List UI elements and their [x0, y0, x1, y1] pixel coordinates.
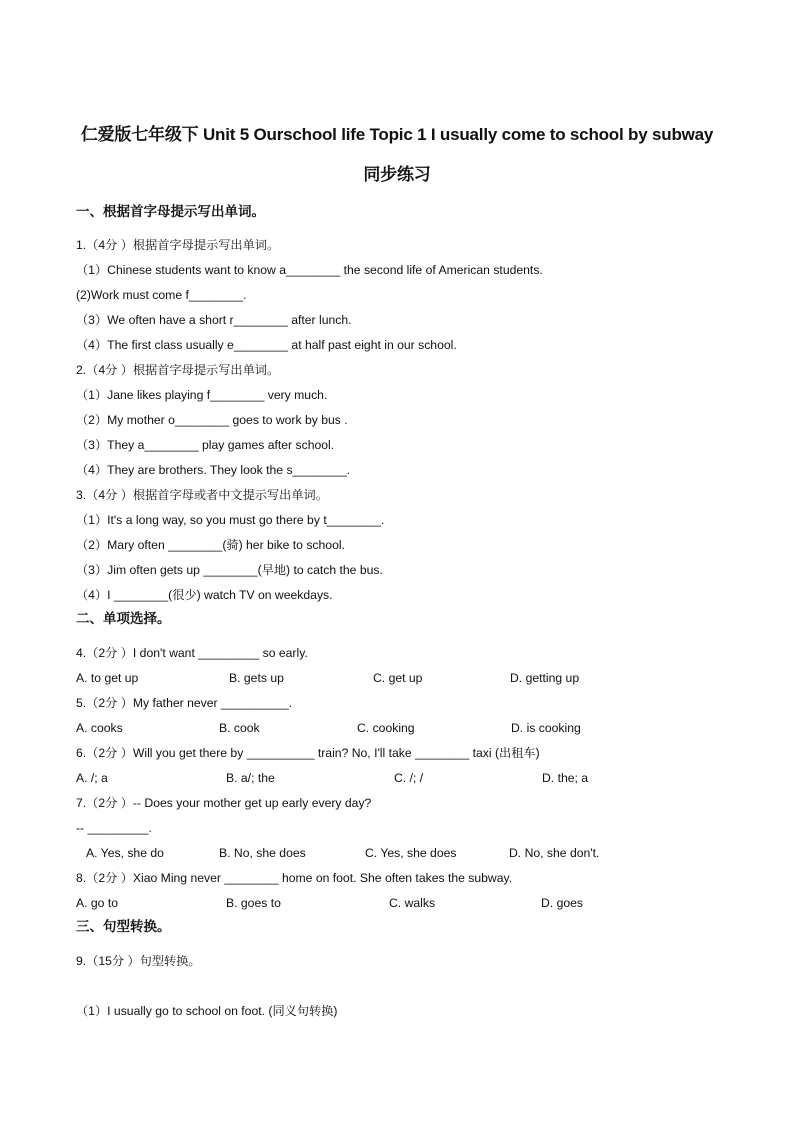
question-2-item: （1）Jane likes playing f________ very much.: [76, 388, 328, 402]
question-9-stem: 9.（15分 ）句型转换。: [76, 954, 201, 968]
question-7-option-c: C. Yes, she does: [365, 846, 457, 860]
question-7-option-b: B. No, she does: [219, 846, 306, 860]
question-4-option-d: D. getting up: [510, 671, 580, 685]
question-7-stem: 7.（2分 ）-- Does your mother get up early every day?: [76, 796, 372, 810]
question-3-item: （3）Jim often gets up ________(早地) to catch the bus.: [76, 563, 383, 577]
question-6-option-a: A. /; a: [76, 771, 108, 785]
question-8-stem: 8.（2分 ）Xiao Ming never ________ home on foot. She often takes the subway.: [76, 871, 513, 885]
section-heading-3: 三、句型转换。: [76, 919, 171, 934]
question-5-option-d: D. is cooking: [511, 721, 581, 735]
question-1-item: （3）We often have a short r________ after lunch.: [76, 313, 352, 327]
question-3-stem: 3.（4分 ）根据首字母或者中文提示写出单词。: [76, 488, 328, 502]
question-3-item: （2）Mary often ________(骑) her bike to school.: [76, 538, 345, 552]
section-heading-2: 二、单项选择。: [76, 611, 171, 626]
document-subtitle: 同步练习: [363, 165, 431, 184]
question-1-stem: 1.（4分 ）根据首字母提示写出单词。: [76, 238, 280, 252]
question-5-option-a: A. cooks: [76, 721, 123, 735]
question-5-option-b: B. cook: [219, 721, 260, 735]
question-8-option-a: A. go to: [76, 896, 119, 910]
question-2-item: （3）They a________ play games after school.: [76, 438, 335, 452]
question-2-stem: 2.（4分 ）根据首字母提示写出单词。: [76, 363, 280, 377]
question-6-option-b: B. a/; the: [226, 771, 275, 785]
question-1-item: (2)Work must come f________.: [76, 288, 247, 302]
question-1-item: （4）The first class usually e________ at half past eight in our school.: [76, 338, 457, 352]
section-heading-1: 一、根据首字母提示写出单词。: [76, 204, 265, 219]
question-3-item: （4）I ________(很少) watch TV on weekdays.: [76, 588, 333, 602]
document-title: 仁爱版七年级下 Unit 5 Ourschool life Topic 1 I usually come to school by subway: [80, 125, 714, 144]
question-6-option-d: D. the; a: [542, 771, 589, 785]
question-8-option-d: D. goes: [541, 896, 584, 910]
question-4-stem: 4.（2分 ）I don't want _________ so early.: [76, 646, 308, 660]
question-4-option-a: A. to get up: [76, 671, 139, 685]
question-9-item: （1）I usually go to school on foot. (同义句转换): [76, 1004, 338, 1018]
question-6-option-c: C. /; /: [394, 771, 424, 785]
question-7-answer-line: -- _________.: [76, 821, 152, 835]
question-2-item: （2）My mother o________ goes to work by bus .: [76, 413, 348, 427]
question-7-option-d: D. No, she don't.: [509, 846, 600, 860]
question-1-item: （1）Chinese students want to know a________ the second life of American students.: [76, 263, 543, 277]
question-8-option-b: B. goes to: [226, 896, 281, 910]
question-4-option-c: C. get up: [373, 671, 423, 685]
question-6-stem: 6.（2分 ）Will you get there by __________ train? No, I'll take ________ taxi (出租车): [76, 746, 540, 760]
question-5-option-c: C. cooking: [357, 721, 415, 735]
question-5-stem: 5.（2分 ）My father never __________.: [76, 696, 293, 710]
question-4-option-b: B. gets up: [229, 671, 284, 685]
question-3-item: （1）It's a long way, so you must go there by t________.: [76, 513, 385, 527]
question-2-item: （4）They are brothers. They look the s________.: [76, 463, 351, 477]
question-7-option-a: A. Yes, she do: [86, 846, 164, 860]
question-8-option-c: C. walks: [389, 896, 436, 910]
